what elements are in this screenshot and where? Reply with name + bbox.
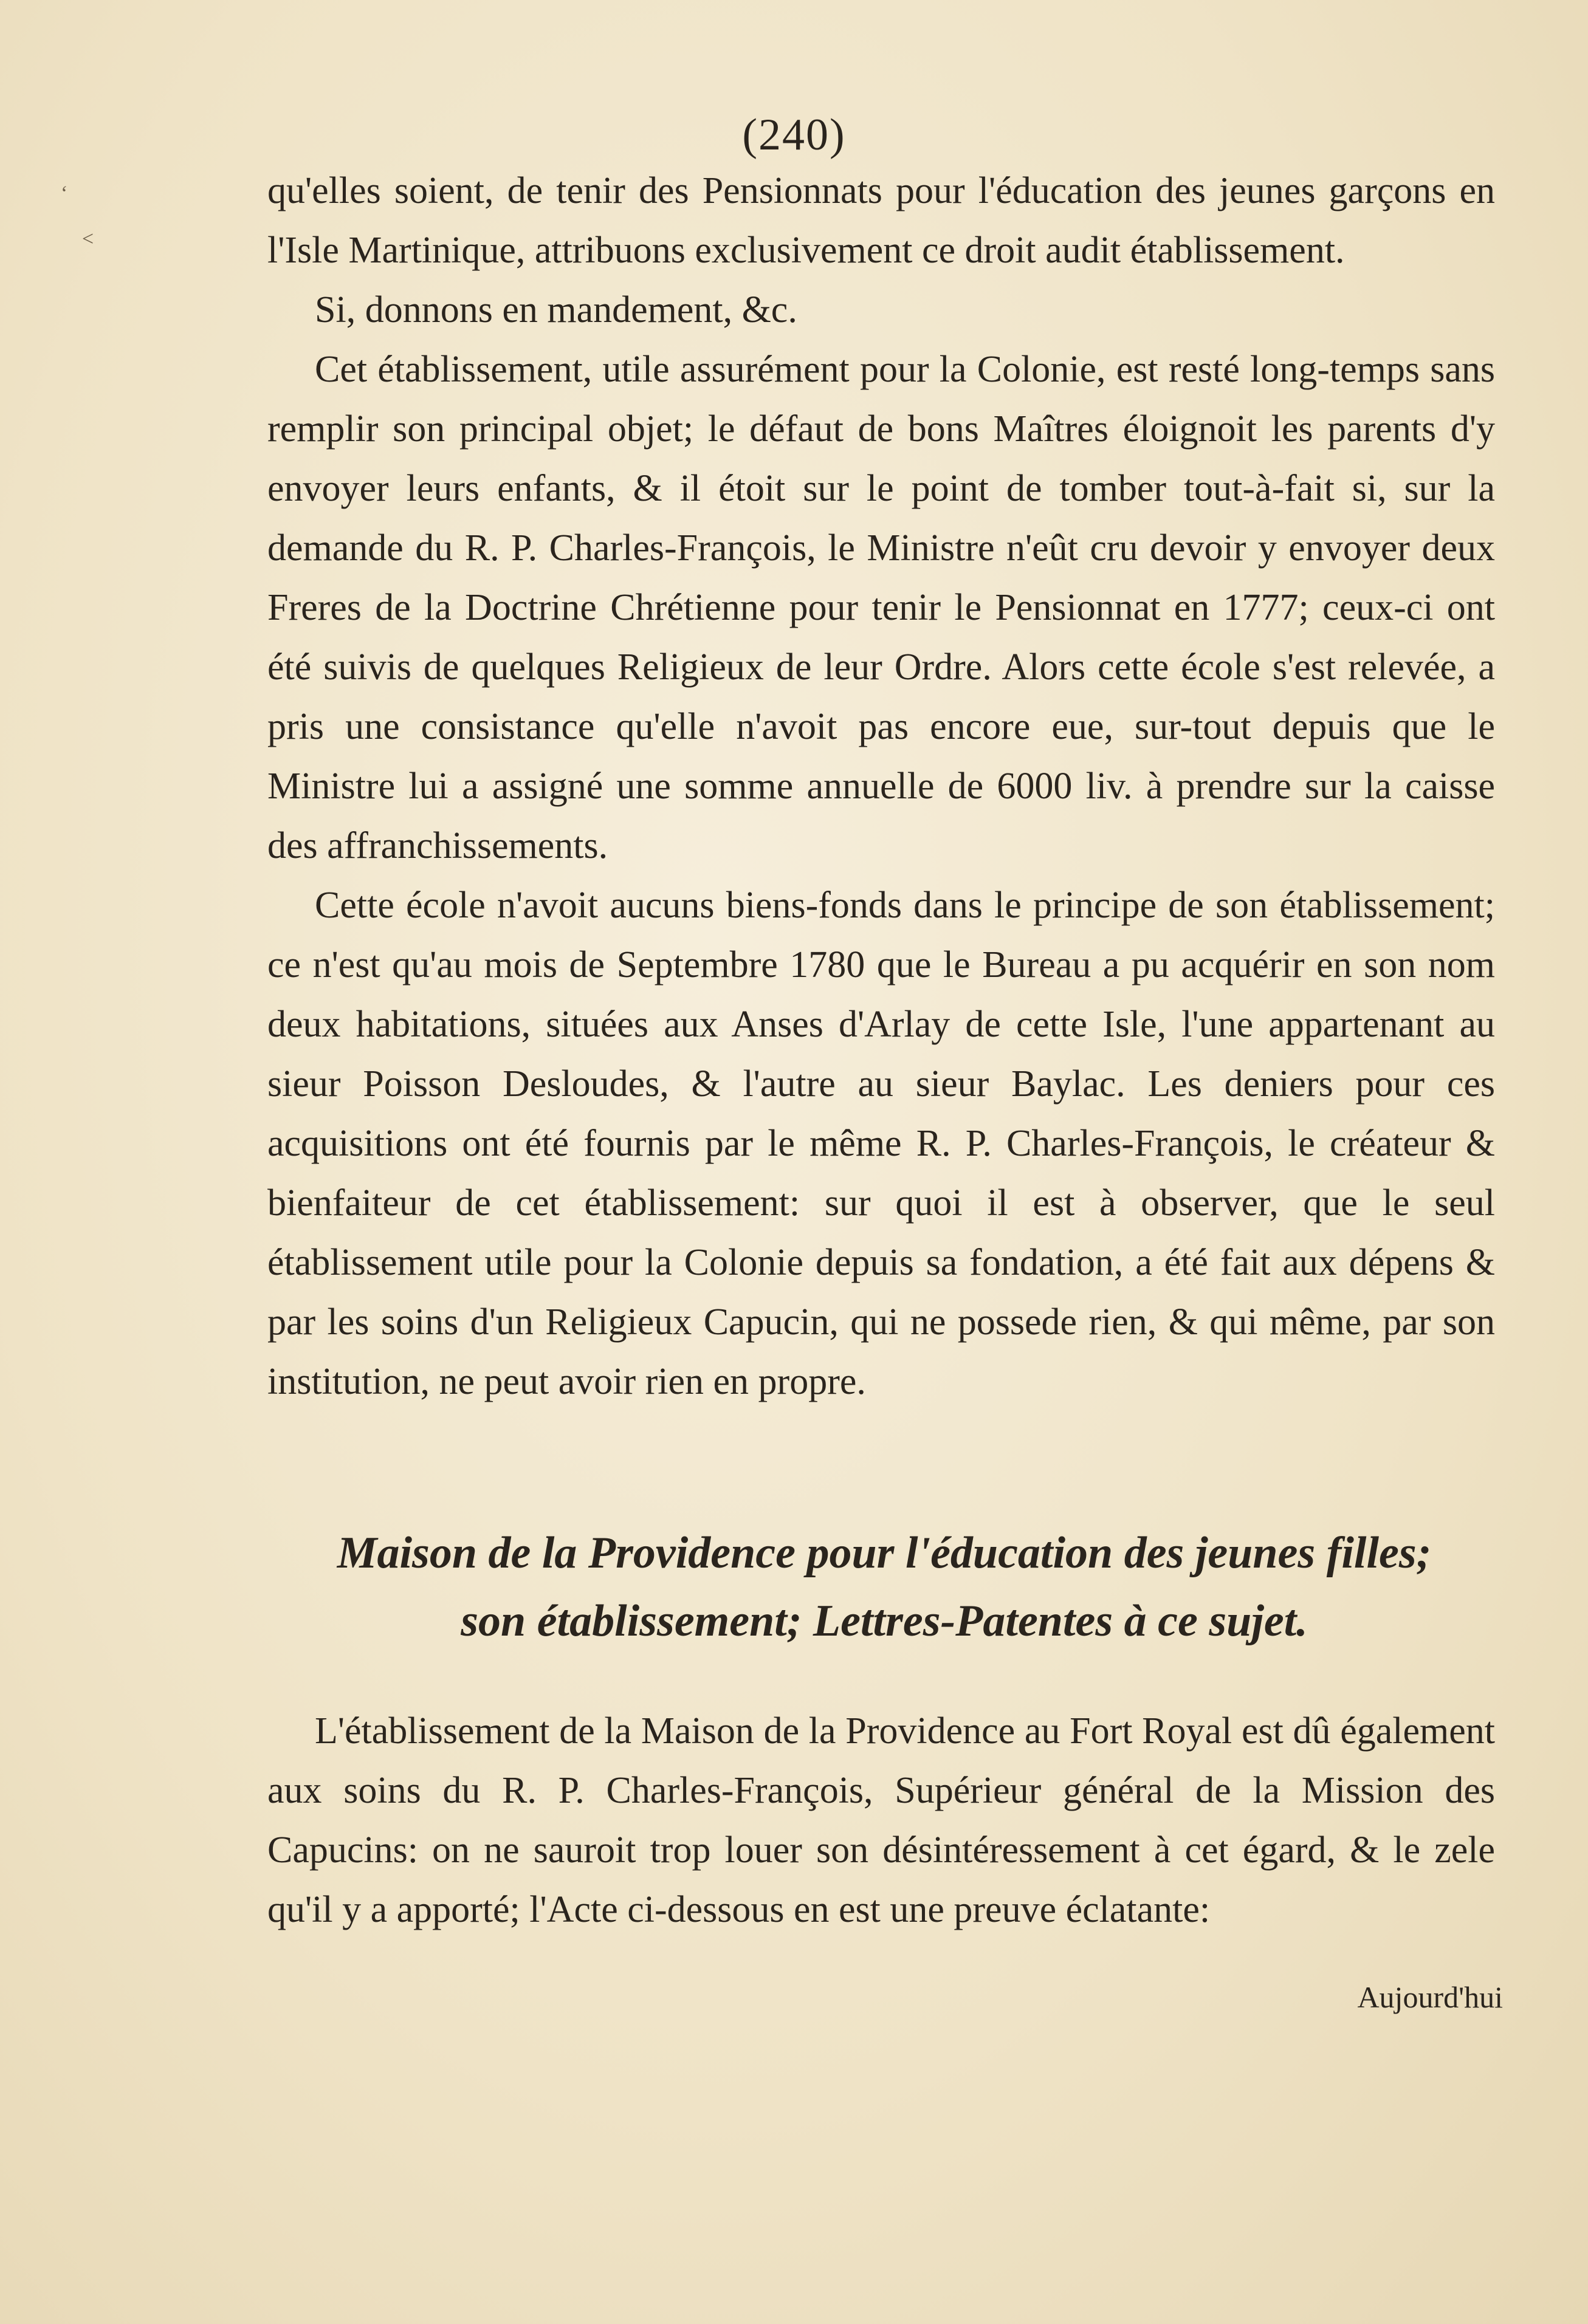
page-number: (240) — [742, 110, 846, 160]
paragraph: qu'elles soient, de tenir des Pensionnats pour l'éducation des jeunes garçons en l'Isle Martinique, attribuons exclusivement ce droit audit établissement. — [267, 170, 1495, 271]
heading-line-1: Maison de la Providence pour l'éducation des jeunes filles; — [337, 1528, 1432, 1578]
catchword: Aujourd'hui — [1357, 1980, 1503, 2014]
paragraph: Si, donnons en mandement, &c. — [315, 289, 797, 331]
paragraph: Cette école n'avoit aucuns biens-fonds dans le principe de son établissement; ce n'est qu'au mois de Septembre 1780 que le Bureau a pu acquérir en son nom deux habitations, situées aux Anses d'Arlay de cette Isle, l'une appartenant au sieur Poisson Desloudes, & l'autre au sieur Baylac. Les deniers pour ces acquisitions ont été fournis par le même R. P. Charles-François, le créateur & bienfaiteur de cet établissement: sur quoi il est à observer, que le seul établissement utile pour la Colonie depuis sa fondation, a été fait aux dépens & par les soins d'un Religieux Capucin, qui ne possede rien, & qui même, par son institution, ne peut avoir rien en propre. — [267, 885, 1495, 1402]
section-heading — [255, 1519, 1513, 1655]
second-text — [267, 1701, 1495, 1939]
margin-mark: ˂ — [82, 228, 94, 250]
margin-mark: ‘ — [61, 182, 68, 205]
main-text — [267, 161, 1495, 1411]
paragraph: L'établissement de la Maison de la Providence au Fort Royal est dû également aux soins du R. P. Charles-François, Supérieur général de la Mission des Capucins: on ne sauroit trop louer son désintéressement à cet égard, & le zele qu'il y a apporté; l'Acte ci-dessous en est une preuve éclatante: — [267, 1710, 1495, 1930]
heading-line-2: son établissement; Lettres-Patentes à ce sujet. — [461, 1596, 1308, 1646]
paragraph: Cet établissement, utile assurément pour la Colonie, est resté long-temps sans remplir son principal objet; le défaut de bons Maîtres éloignoit les parents d'y envoyer leurs enfants, & il étoit sur le point de tomber tout-à-fait si, sur la demande du R. P. Charles-François, le Ministre n'eût cru devoir y envoyer deux Freres de la Doctrine Chrétienne pour tenir le Pensionnat en 1777; ceux-ci ont été suivis de quelques Religieux de leur Ordre. Alors cette école s'est relevée, a pris une consistance qu'elle n'avoit pas encore eue, sur-tout depuis que le Ministre lui a assigné une somme annuelle de 6000 liv. à prendre sur la caisse des affranchissements. — [267, 349, 1495, 866]
